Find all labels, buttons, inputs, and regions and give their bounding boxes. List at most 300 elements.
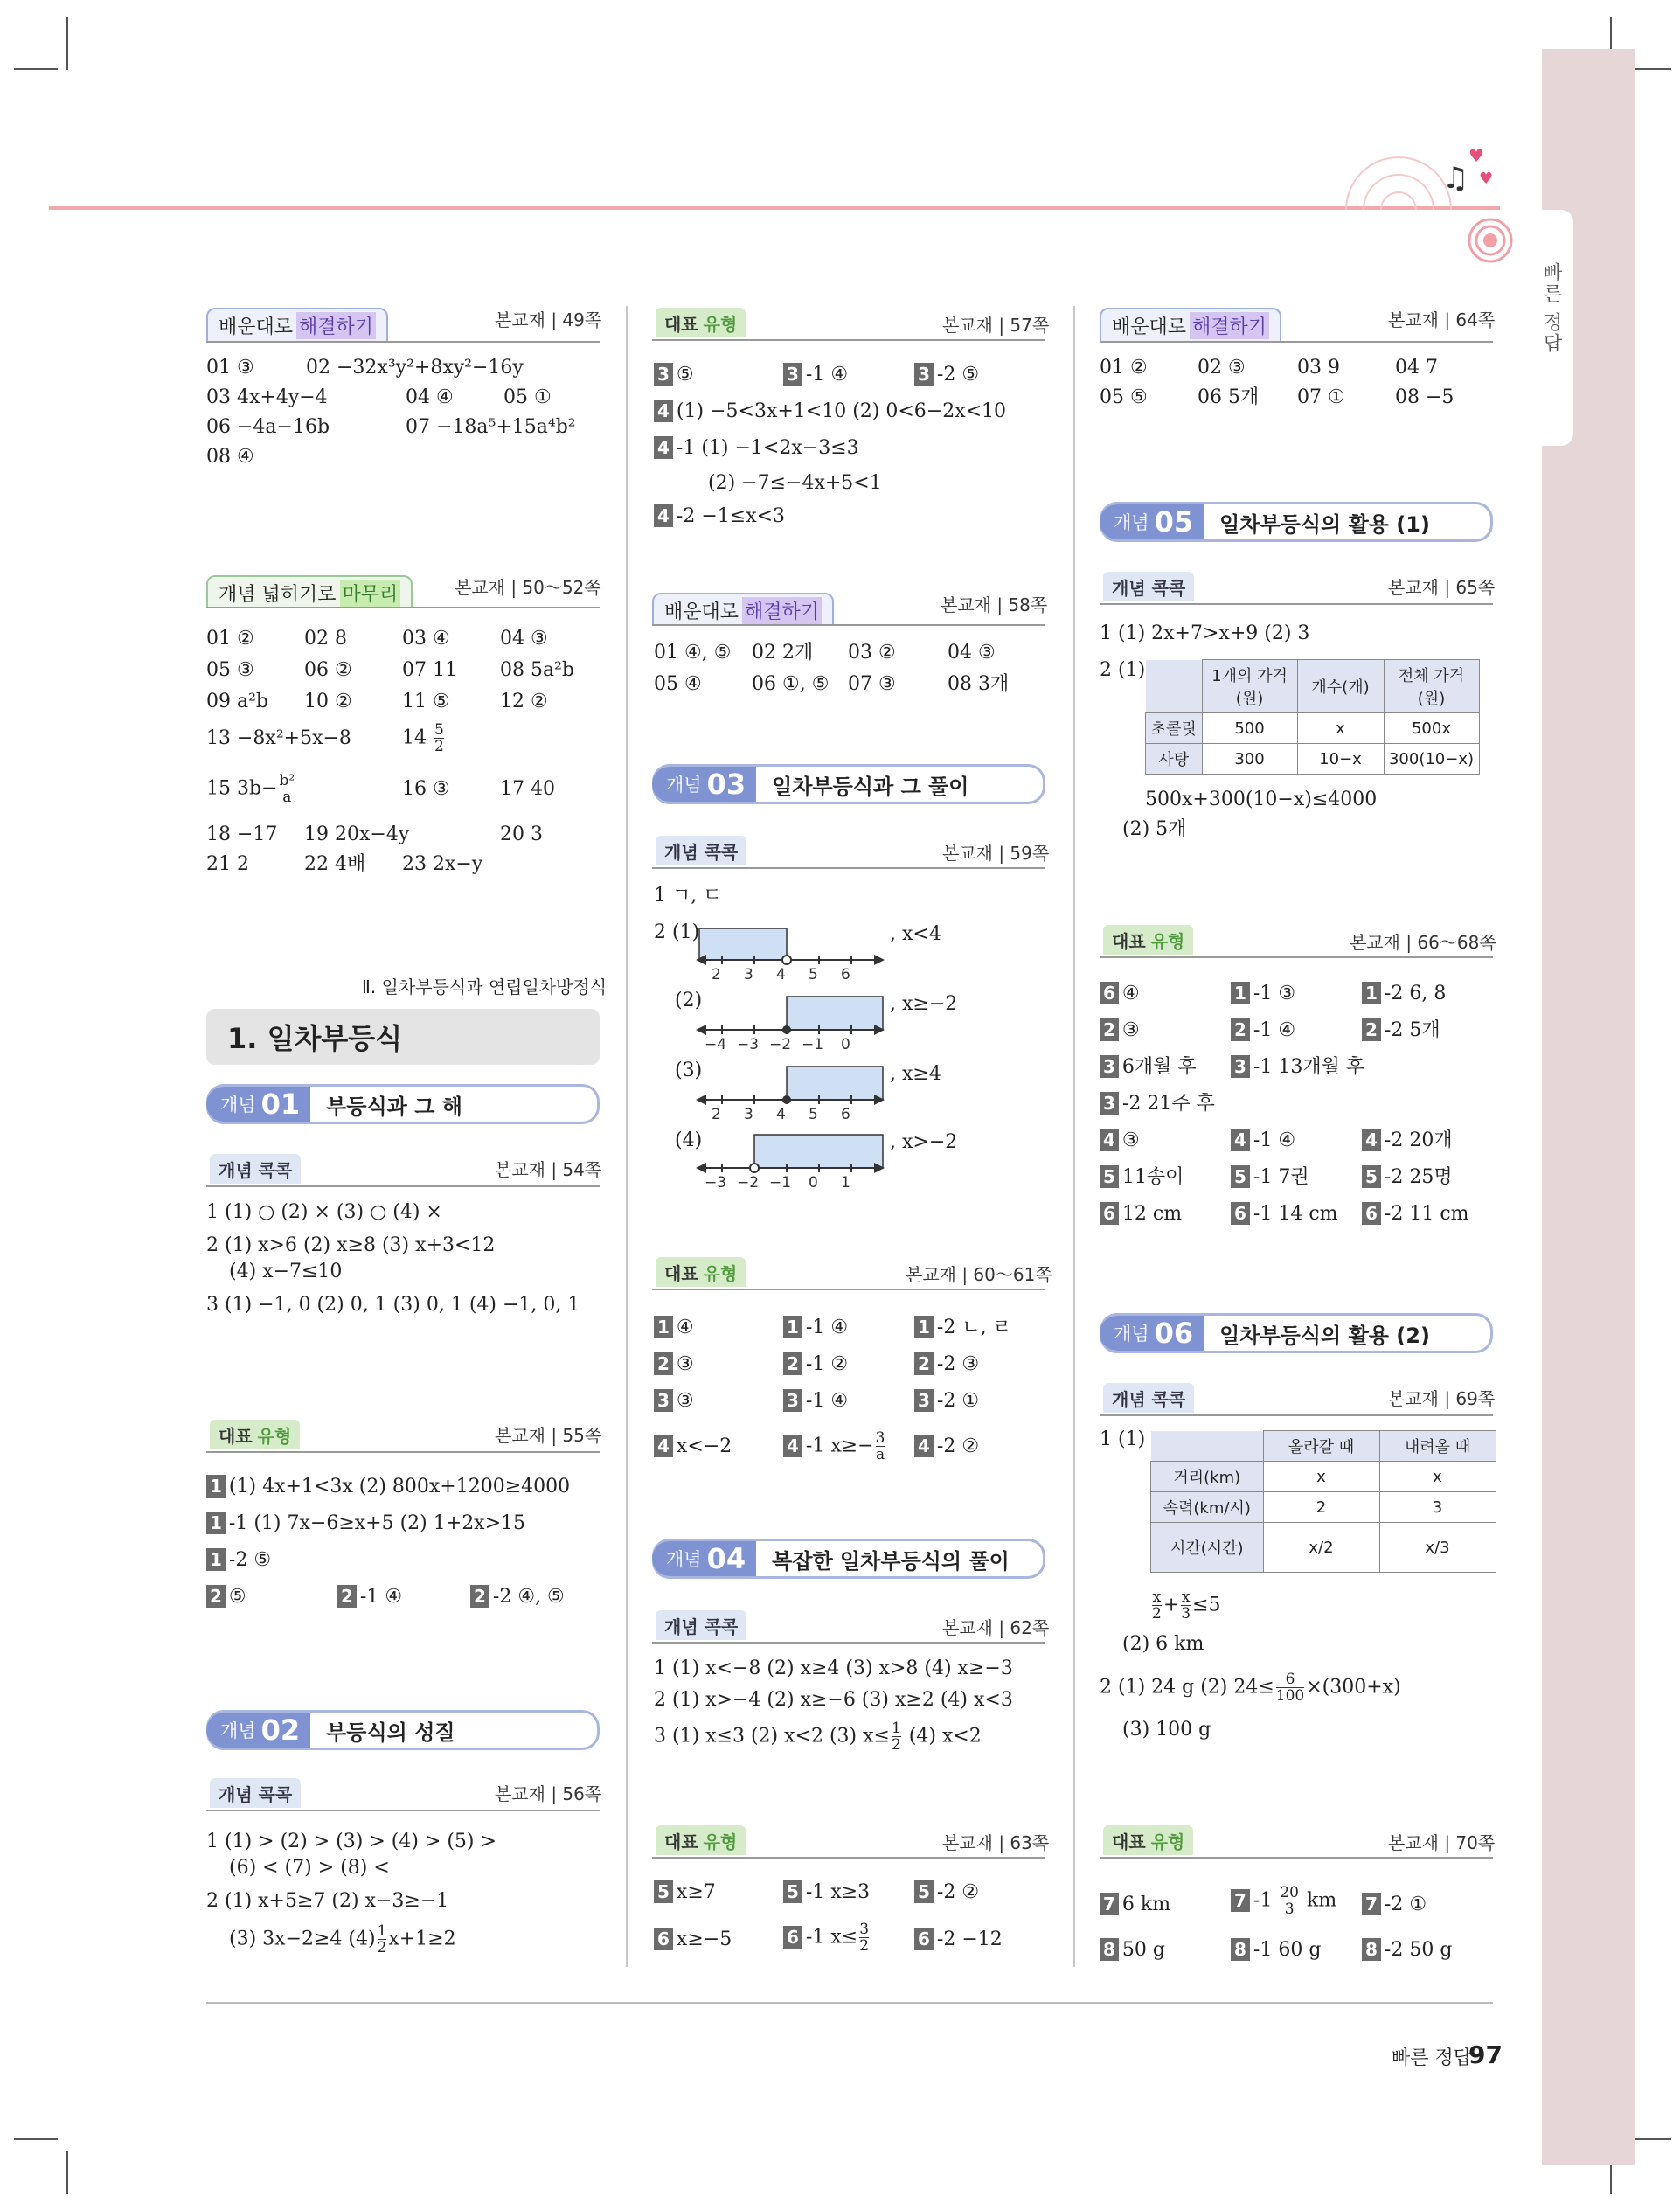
section-header <box>206 575 413 608</box>
answer <box>1362 1164 1453 1191</box>
answer-text: x≥7 <box>676 1881 716 1903</box>
number-box: 6 <box>654 1928 673 1950</box>
concept-tag <box>206 1713 310 1748</box>
badge-concept: 개념 콕콕 <box>210 1154 301 1184</box>
table-header: 올라갈 때 <box>1263 1431 1379 1462</box>
header-text: 개념 넓히기로 <box>219 583 337 606</box>
answer-text: -1 ④ <box>1253 1019 1296 1041</box>
crop-mark <box>66 2151 68 2194</box>
concept-title: 부등식의 성질 <box>326 1720 455 1745</box>
tick-label: −2 <box>737 1174 760 1192</box>
number-box: 4 <box>654 504 673 527</box>
answer-label: (4) <box>675 1129 703 1151</box>
page-ref: 본교재 | 59쪽 <box>942 843 1050 864</box>
badge-label: 대표 <box>664 1831 698 1852</box>
number-box: 8 <box>1100 1938 1119 1961</box>
page-ref: 본교재 | 66～68쪽 <box>1350 932 1496 953</box>
number-box: 1 <box>654 1316 673 1338</box>
answer-label: (3) <box>675 1060 703 1081</box>
shaded-region <box>787 1067 883 1100</box>
answer: 07 11 <box>402 659 457 681</box>
answer <box>1362 1201 1469 1227</box>
tick-label: −2 <box>769 1036 792 1053</box>
divider <box>652 1857 1045 1859</box>
bottom-rule <box>206 2002 1493 2004</box>
page-ref: 본교재 | 58쪽 <box>941 594 1048 615</box>
answer-text: (4) x<2 <box>908 1725 982 1748</box>
tick-label: −3 <box>705 1174 727 1192</box>
badge-concept: 개념 콕콕 <box>210 1778 301 1808</box>
number-box: 5 <box>1362 1165 1381 1188</box>
header-text: 배운대로 <box>219 316 294 338</box>
badge-type <box>1103 1825 1193 1855</box>
number-box: 4 <box>914 1435 934 1457</box>
answer: 02 −32x³y²+8xy²−16y <box>306 357 524 379</box>
badge-accent: 유형 <box>703 1262 738 1284</box>
decor-circles-icon <box>1329 140 1538 271</box>
tick-label: 4 <box>776 1106 786 1123</box>
badge-label: 대표 <box>1112 930 1146 952</box>
answer: 05 ① <box>503 386 552 408</box>
answer: 17 40 <box>500 778 555 800</box>
page-ref: 본교재 | 56쪽 <box>495 1783 602 1804</box>
numerator: 20 <box>1280 1884 1299 1901</box>
answer <box>206 1511 525 1537</box>
answer-text: 6개월 후 <box>1121 1056 1197 1078</box>
concept-title: 부등식과 그 해 <box>326 1094 462 1119</box>
answer <box>1100 1054 1197 1081</box>
answer-text: 6 km <box>1121 1894 1171 1915</box>
page-ref: 본교재 | 60～61쪽 <box>906 1264 1052 1285</box>
table-header: 내려올 때 <box>1379 1431 1496 1462</box>
concept-pill-02 <box>206 1710 600 1750</box>
concept-title: 일차부등식의 활용 (2) <box>1219 1323 1430 1348</box>
svg-text:♥: ♥ <box>1468 145 1484 166</box>
number-box: 4 <box>783 1435 802 1457</box>
answer: 04 7 <box>1395 357 1438 379</box>
number-box: 3 <box>783 363 802 386</box>
answer: , x<4 <box>890 923 941 945</box>
svg-text:♥: ♥ <box>1479 170 1494 188</box>
answer <box>1100 1128 1140 1154</box>
crop-mark <box>66 17 68 70</box>
table-header: 개수(개) <box>1297 660 1384 713</box>
badge-concept: 개념 콕콕 <box>656 1610 746 1640</box>
answer <box>1231 1937 1321 1963</box>
answer: (4) x−7≤10 <box>229 1261 343 1282</box>
column-divider <box>626 306 628 1967</box>
answer-text: ×(300+x) <box>1306 1676 1401 1699</box>
numerator: x <box>1181 1588 1191 1606</box>
answer <box>1231 981 1295 1007</box>
page-number: 97 <box>1468 2040 1503 2069</box>
answer <box>914 362 979 388</box>
header-highlight: 해결하기 <box>742 597 822 624</box>
number-box: 3 <box>654 1389 673 1412</box>
answer-text: -1 13개월 후 <box>1253 1056 1365 1078</box>
number-box: 3 <box>783 1389 802 1412</box>
number-box: 4 <box>1362 1129 1381 1151</box>
tick-label: 2 <box>712 966 721 983</box>
fraction <box>1181 1589 1191 1622</box>
concept-tag <box>1100 1316 1204 1351</box>
section-header <box>1100 308 1281 341</box>
answer-text: -1 ③ <box>1253 983 1296 1004</box>
answer: 08 3개 <box>948 673 1010 695</box>
answer: $\frac{x}{2}$ + $\frac{x}{3}$ ≤5 <box>1152 1588 1221 1623</box>
answer: 500x+300(10−x)≤4000 <box>1145 789 1378 810</box>
top-rule <box>49 206 1500 210</box>
table-cell: 500 <box>1202 713 1297 744</box>
answer <box>1100 1091 1215 1117</box>
fraction <box>280 773 295 805</box>
page-ref: 본교재 | 50～52쪽 <box>455 577 601 598</box>
answer-text: -2 ② <box>936 1435 980 1457</box>
concept-number: 01 <box>260 1088 301 1121</box>
answer-text: -1 7권 <box>1253 1166 1309 1188</box>
divider <box>1100 341 1493 343</box>
divider <box>206 1185 600 1187</box>
divider <box>652 624 1045 626</box>
answer-text: 50 g <box>1121 1939 1165 1961</box>
number-box: 1 <box>1362 982 1381 1004</box>
answer <box>654 1880 716 1906</box>
page-ref: 본교재 | 69쪽 <box>1388 1388 1496 1409</box>
answer: 07 −18a⁵+15a⁴b² <box>406 416 576 438</box>
divider <box>206 1810 600 1811</box>
denominator: 2 <box>891 1736 901 1754</box>
answer-text: -2 ① <box>1384 1894 1427 1915</box>
answer-text: ③ <box>676 1353 694 1375</box>
answer-text: 3 (1) x≤3 (2) x<2 (3) x≤ <box>654 1725 890 1748</box>
concept-number: 05 <box>1154 505 1194 539</box>
answer-text: (3) 3x−2≥4 (4) <box>229 1928 376 1950</box>
section-header <box>652 593 834 626</box>
answer <box>654 1720 982 1753</box>
answer <box>206 1547 271 1574</box>
answer-text: -1 x≥− <box>805 1435 874 1457</box>
answer-text: -2 ⑤ <box>228 1549 272 1571</box>
answer-num: 14 <box>402 726 427 749</box>
answer-text: -2 ⑤ <box>936 364 980 386</box>
answer <box>1100 1892 1170 1918</box>
answer: 03 9 <box>1297 357 1340 379</box>
answer <box>654 399 1006 425</box>
answer <box>914 1315 1011 1341</box>
number-box: 1 <box>206 1548 226 1571</box>
denominator: 3 <box>1181 1605 1191 1623</box>
answer <box>1362 1892 1427 1918</box>
badge-label: 대표 <box>219 1425 253 1447</box>
answer <box>1231 1054 1364 1081</box>
table-row-label: 사탕 <box>1146 744 1203 775</box>
answer <box>654 1352 694 1378</box>
answer-text: -2 20개 <box>1384 1129 1453 1151</box>
table-row-label: 거리(km) <box>1151 1462 1264 1492</box>
concept-pill-04 <box>652 1539 1045 1579</box>
tick-label: 0 <box>841 1036 850 1053</box>
tick-label: 5 <box>809 1106 818 1123</box>
answer-text: x<−2 <box>676 1435 732 1457</box>
answer-text: -1 x≤ <box>805 1926 858 1949</box>
divider <box>206 1451 600 1453</box>
header-text: 배운대로 <box>1112 316 1187 338</box>
answer: 08 ④ <box>206 446 254 468</box>
answer-text: x+1≥2 <box>388 1928 456 1950</box>
number-box: 1 <box>1231 982 1250 1004</box>
badge-label: 대표 <box>1112 1831 1146 1852</box>
answer: 2 (1) x>6 (2) x≥8 (3) x+3<12 <box>206 1234 496 1256</box>
number-box: 5 <box>783 1880 802 1903</box>
answer-text: ④ <box>676 1317 694 1338</box>
divider <box>652 867 1045 869</box>
answer <box>783 1388 848 1414</box>
answer-text: 2 (1) 24 g (2) 24≤ <box>1100 1676 1274 1699</box>
divider <box>1100 1857 1493 1859</box>
divider <box>206 607 600 608</box>
answer-text: -1 (1) −1<2x−3≤3 <box>676 437 859 459</box>
divider <box>1100 1414 1493 1416</box>
answer <box>206 773 296 805</box>
badge-concept: 개념 콕콕 <box>1103 572 1194 601</box>
answer-text: -2 11 cm <box>1384 1203 1469 1225</box>
table-cell: 2 <box>1263 1492 1379 1523</box>
header-highlight: 해결하기 <box>296 312 376 339</box>
svg-text:♫: ♫ <box>1442 161 1469 196</box>
answer-text: ⑤ <box>228 1586 246 1608</box>
answer: 03 ② <box>848 642 896 664</box>
number-box: 2 <box>337 1585 357 1608</box>
answer: 1 (1) 2x+7>x+9 (2) 3 <box>1100 622 1310 644</box>
answer: 06 ①, ⑤ <box>752 673 830 695</box>
answer: 1 (1) ○ (2) × (3) ○ (4) × <box>206 1201 442 1223</box>
number-box: 2 <box>1231 1018 1250 1041</box>
answer <box>1231 1164 1309 1191</box>
number-box: 2 <box>470 1585 489 1608</box>
concept-pill-01 <box>206 1084 600 1124</box>
concept-tag <box>1100 504 1204 539</box>
answer <box>654 1388 694 1414</box>
shaded-region <box>699 928 787 960</box>
concept-number: 02 <box>260 1713 301 1747</box>
number-box: 8 <box>1231 1938 1250 1961</box>
answer: 08 5a²b <box>500 659 575 681</box>
answer: 04 ③ <box>948 642 996 664</box>
answer-text: -2 −1≤x<3 <box>676 505 786 527</box>
concept-title: 복잡한 일차부등식의 풀이 <box>772 1548 1010 1574</box>
price-table <box>1145 659 1480 775</box>
answer <box>1100 981 1140 1007</box>
answer <box>783 1352 848 1378</box>
answer: 16 ③ <box>402 778 450 800</box>
badge-accent: 유형 <box>1150 1831 1185 1852</box>
answer <box>783 1922 871 1954</box>
number-box: 6 <box>783 1926 802 1949</box>
answer <box>1362 1128 1453 1154</box>
answer-label: (2) <box>675 990 703 1011</box>
answer: 21 2 <box>206 853 249 875</box>
answer <box>654 435 859 462</box>
number-box: 4 <box>654 436 673 459</box>
answer-text: (1) 4x+1<3x (2) 800x+1200≥4000 <box>228 1476 571 1498</box>
answer: 01 ③ <box>206 357 254 379</box>
number-box: 2 <box>206 1585 226 1608</box>
numerator: b² <box>279 772 295 789</box>
answer-text: -2 6, 8 <box>1384 983 1447 1004</box>
answer: (6) < (7) > (8) < <box>229 1857 390 1879</box>
denominator: 3 <box>1284 1901 1295 1918</box>
answer-text: ④ <box>1121 983 1140 1004</box>
side-tab-label: 빠른 정답 <box>1540 262 1562 354</box>
chapter-title: 1. 일차부등식 <box>206 1009 600 1065</box>
number-box: 6 <box>1100 1202 1119 1225</box>
concept-number: 03 <box>706 768 746 801</box>
concept-tag-label: 개념 <box>666 1549 702 1570</box>
tick-label: 6 <box>841 1106 850 1123</box>
badge-type <box>656 1257 746 1287</box>
answer: 06 5개 <box>1198 386 1260 408</box>
number-box: 7 <box>1362 1893 1381 1915</box>
answer-text: ⑤ <box>676 364 694 386</box>
table-header: 1개의 가격(원) <box>1202 660 1297 713</box>
number-box: 3 <box>1231 1055 1250 1078</box>
page-ref: 본교재 | 62쪽 <box>942 1617 1050 1638</box>
answer <box>783 1880 870 1906</box>
table-cell: 500x <box>1384 713 1479 744</box>
answer-text: -1 ④ <box>805 1317 849 1338</box>
number-box: 6 <box>914 1928 934 1950</box>
answer <box>1362 1018 1440 1044</box>
answer-label: 2 (1) <box>654 921 700 943</box>
denominator: a <box>282 789 292 806</box>
answer <box>654 1927 732 1953</box>
denominator: 2 <box>859 1937 870 1955</box>
badge-accent: 유형 <box>257 1425 292 1447</box>
page-ref: 본교재 | 49쪽 <box>495 309 602 330</box>
tick-label: −1 <box>769 1174 792 1192</box>
answer <box>206 1474 570 1500</box>
badge-type <box>656 308 746 337</box>
number-box: 6 <box>1100 982 1119 1004</box>
answer: 03 4x+4y−4 <box>206 386 328 408</box>
table-cell: 300(10−x) <box>1384 744 1479 775</box>
answer-text: -2 ㄴ, ㄹ <box>936 1317 1011 1338</box>
answer <box>1231 1018 1295 1044</box>
answer-text: 12 cm <box>1121 1203 1183 1225</box>
answer-text: -2 −12 <box>936 1928 1003 1950</box>
answer: (3) 100 g <box>1122 1719 1211 1741</box>
number-box: 6 <box>1231 1202 1250 1225</box>
answer: 07 ③ <box>848 673 896 695</box>
shaded-region <box>787 997 883 1030</box>
denominator: 100 <box>1275 1687 1305 1705</box>
table-row-label: 속력(km/시) <box>1151 1492 1264 1523</box>
answer-text: 15 3b− <box>206 777 278 800</box>
denominator: 2 <box>434 738 444 755</box>
table-row-label: 시간(시간) <box>1151 1523 1264 1573</box>
concept-tag <box>206 1087 310 1122</box>
answer: 06 −4a−16b <box>206 416 330 438</box>
answer: 02 ③ <box>1198 357 1246 379</box>
answer-text: -1 ④ <box>359 1586 403 1608</box>
numerator: 3 <box>875 1429 885 1447</box>
answer-text: -1 60 g <box>1253 1939 1322 1961</box>
concept-pill-05 <box>1100 502 1493 542</box>
answer-text: -2 25명 <box>1384 1166 1453 1188</box>
page-ref: 본교재 | 57쪽 <box>942 315 1050 336</box>
answer: 12 ② <box>500 691 548 712</box>
table-header: 전체 가격(원) <box>1384 660 1479 713</box>
divider <box>652 1289 1045 1290</box>
table-cell: x <box>1379 1462 1496 1492</box>
number-box: 3 <box>654 363 673 386</box>
concept-title: 일차부등식의 활용 (1) <box>1219 511 1430 537</box>
number-box: 2 <box>914 1352 934 1375</box>
answer <box>1362 981 1446 1007</box>
answer-text: -2 ④, ⑤ <box>492 1586 565 1608</box>
numerator: 6 <box>1276 1671 1304 1688</box>
answer: 01 ② <box>1100 357 1148 379</box>
fraction <box>434 722 444 754</box>
number-box: 8 <box>1362 1938 1381 1961</box>
fraction <box>378 1923 387 1956</box>
answer <box>470 1584 565 1610</box>
header-text: 배운대로 <box>664 601 739 623</box>
badge-label: 대표 <box>664 313 698 335</box>
fraction <box>892 1720 901 1753</box>
badge-concept: 개념 콕콕 <box>656 836 746 865</box>
denominator: 2 <box>1152 1605 1162 1623</box>
concept-tag-label: 개념 <box>1114 1324 1149 1345</box>
number-box: 1 <box>783 1316 802 1338</box>
number-box: 5 <box>1231 1165 1250 1188</box>
divider <box>1100 956 1493 958</box>
number-box: 3 <box>914 1389 934 1412</box>
number-box: 5 <box>654 1880 673 1903</box>
divider <box>652 339 1045 341</box>
number-box: 5 <box>914 1880 934 1903</box>
page-ref: 본교재 | 54쪽 <box>495 1159 602 1180</box>
tick-label: 5 <box>809 966 818 983</box>
answer: 06 ② <box>304 659 352 681</box>
answer <box>1362 1937 1452 1963</box>
tick-label: 1 <box>841 1174 850 1192</box>
answer <box>654 1434 732 1460</box>
footer-label: 빠른 정답 <box>1392 2047 1473 2069</box>
answer <box>337 1584 402 1610</box>
concept-number: 04 <box>706 1542 746 1575</box>
answer-text: ≤5 <box>1192 1594 1221 1616</box>
answer <box>654 1315 694 1341</box>
answer <box>914 1434 979 1460</box>
denominator: 2 <box>377 1939 387 1956</box>
answer-text: -1 14 cm <box>1253 1203 1338 1225</box>
table-cell: 10−x <box>1297 744 1384 775</box>
badge-concept: 개념 콕콕 <box>1103 1383 1194 1413</box>
answer: 03 ④ <box>402 628 450 650</box>
badge-type <box>656 1825 746 1855</box>
number-box: 3 <box>1100 1055 1119 1078</box>
answer: 10 ② <box>304 691 352 712</box>
numerator: 1 <box>377 1922 387 1940</box>
concept-number: 06 <box>1154 1317 1194 1350</box>
badge-type <box>210 1420 300 1449</box>
answer: 18 −17 <box>206 824 278 845</box>
answer: 19 20x−4y <box>304 824 410 845</box>
table-cell: x <box>1263 1462 1379 1492</box>
answer: , x>−2 <box>890 1131 958 1153</box>
answer: 22 4배 <box>304 853 366 875</box>
